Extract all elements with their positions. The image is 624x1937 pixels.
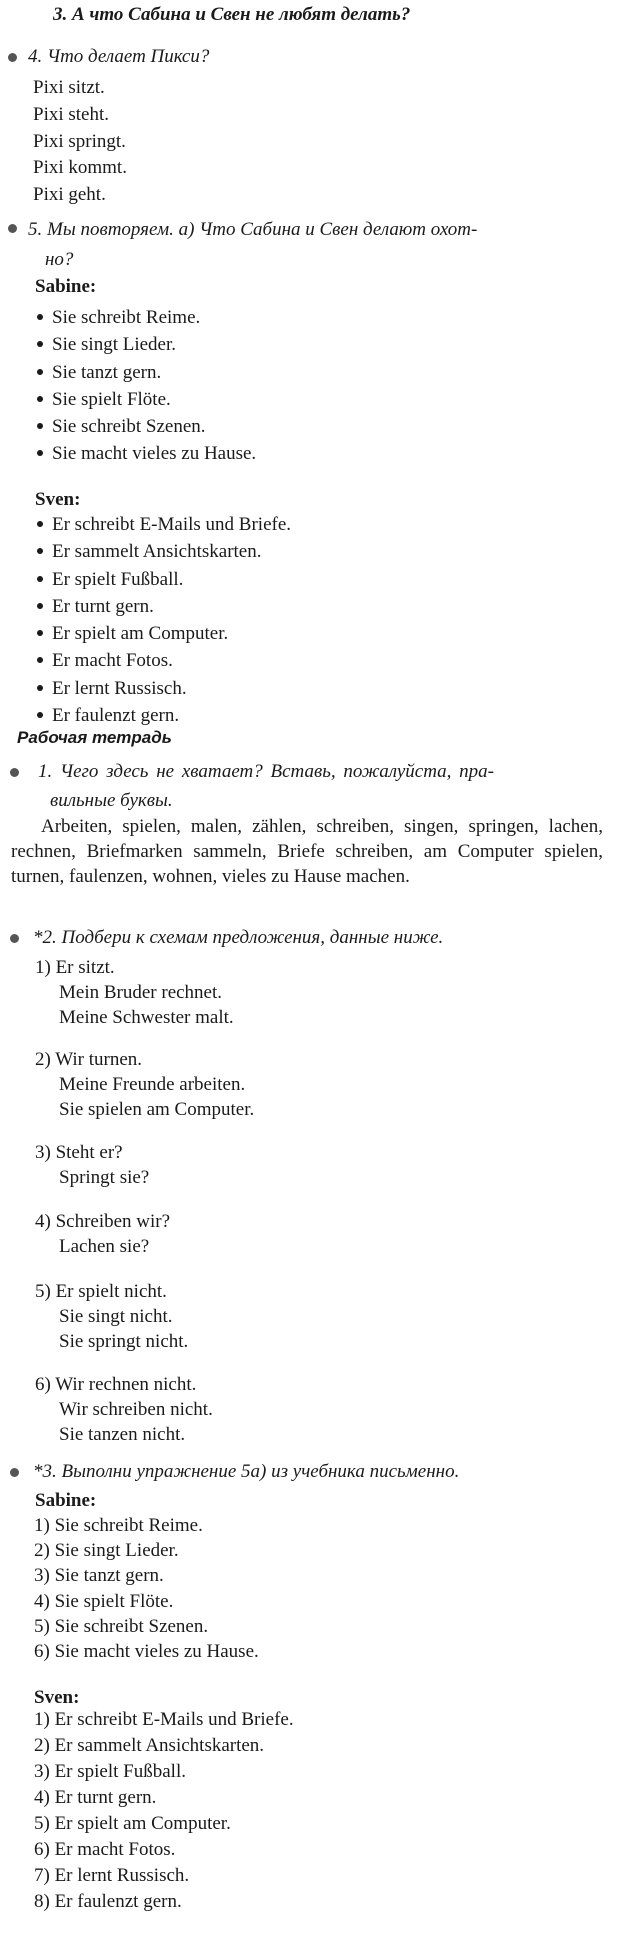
answer-line: Pixi kommt.	[33, 157, 127, 179]
answer-line: Pixi sitzt.	[33, 77, 105, 98]
list-item: Sie singt Lieder.	[52, 331, 256, 358]
list-item: Er sammelt Ansichtskarten.	[52, 538, 291, 565]
list-item: 2) Er sammelt Ansichtskarten.	[34, 1735, 265, 1756]
sven-label: Sven:	[35, 489, 81, 510]
exercise-4-answers	[33, 75, 127, 209]
example-sentence: Sie springt nicht.	[59, 1331, 189, 1352]
heading-line: вильные буквы.	[50, 790, 173, 811]
example-sentence: Sie singt nicht.	[59, 1306, 173, 1327]
sentence-group	[35, 955, 254, 1047]
list-item: 2) Sie singt Lieder.	[34, 1540, 179, 1562]
heading-line: но?	[45, 249, 74, 270]
list-item: Er faulenzt gern.	[52, 702, 291, 729]
list-item: Er macht Fotos.	[52, 647, 291, 674]
schema-sentence: 4) Schreiben wir?	[35, 1211, 171, 1232]
schema-sentence: 3) Steht er?	[35, 1142, 123, 1163]
example-sentence: Sie tanzen nicht.	[59, 1424, 186, 1445]
list-item: 6) Sie macht vieles zu Hause.	[34, 1641, 259, 1663]
exercise-bullet-icon	[10, 934, 19, 943]
sven-list	[52, 511, 291, 729]
example-sentence: Mein Bruder rechnet.	[59, 982, 223, 1003]
list-item: 1) Er schreibt E-Mails und Briefe.	[34, 1709, 294, 1730]
list-item: Er lernt Russisch.	[52, 675, 291, 702]
answer-line: Pixi geht.	[33, 184, 106, 205]
exercise-5-heading	[28, 215, 477, 275]
example-sentence: Meine Schwester malt.	[59, 1007, 234, 1028]
list-item: Er spielt Fußball.	[52, 566, 291, 593]
workbook-1-heading	[38, 757, 603, 815]
answer-line: Pixi springt.	[33, 130, 126, 152]
list-item: Sie tanzt gern.	[52, 359, 256, 386]
list-item: Sie schreibt Reime.	[52, 304, 256, 331]
list-item: 6) Er macht Fotos.	[34, 1839, 176, 1860]
heading-line: 5. Мы повторяем. а) Что Сабина и Свен делают охот-	[28, 219, 478, 240]
sentence-group	[35, 1279, 254, 1372]
schema-sentence: 6) Wir rechnen nicht.	[35, 1374, 197, 1395]
sabine-list	[52, 304, 256, 468]
sven-numbered-list	[34, 1707, 294, 1915]
list-item: 5) Er spielt am Computer.	[34, 1813, 231, 1834]
list-item: Sie spielt Flöte.	[52, 386, 256, 413]
list-item: 8) Er faulenzt gern.	[34, 1891, 182, 1912]
example-sentence: Wir schreiben nicht.	[59, 1399, 213, 1420]
list-item: 1) Sie schreibt Reime.	[34, 1515, 203, 1536]
schema-sentence: 5) Er spielt nicht.	[35, 1281, 167, 1302]
list-item: 4) Sie spielt Flöte.	[34, 1590, 174, 1612]
sentence-group	[35, 1209, 254, 1279]
sentence-group	[35, 1140, 254, 1209]
exercise-bullet-icon	[8, 224, 17, 233]
list-item: Er schreibt E-Mails und Briefe.	[52, 511, 291, 538]
list-item: 7) Er lernt Russisch.	[34, 1865, 190, 1886]
answer-line: Pixi steht.	[33, 103, 110, 125]
example-sentence: Sie spielen am Computer.	[59, 1099, 255, 1120]
workbook-3-heading: *3. Выполни упражнение 5а) из учебника письменно.	[33, 1461, 460, 1482]
workbook-section-title: Рабочая тетрадь	[17, 728, 172, 747]
workbook-1-text	[11, 814, 603, 889]
verb-paragraph: Arbeiten, spielen, malen, zählen, schreiben, singen, springen, lachen, rechnen, Briefmarken sammeln, Briefe schreiben, am Computer spielen, turnen, faulenzen, wohnen, vieles zu Hause machen.	[11, 816, 603, 887]
sabine-label: Sabine:	[35, 1490, 97, 1511]
list-item: 4) Er turnt gern.	[34, 1787, 157, 1808]
list-item: Er spielt am Computer.	[52, 620, 291, 647]
exercise-3-title: 3. А что Сабина и Свен не любят делать?	[53, 4, 411, 25]
sven-label: Sven:	[34, 1687, 80, 1708]
list-item: 3) Sie tanzt gern.	[34, 1565, 164, 1587]
sabine-numbered-list	[34, 1513, 259, 1664]
schema-sentence: 2) Wir turnen.	[35, 1049, 143, 1070]
example-sentence: Lachen sie?	[59, 1236, 150, 1257]
list-item: 3) Er spielt Fußball.	[34, 1761, 186, 1782]
schema-sentence: 1) Er sitzt.	[35, 957, 115, 978]
exercise-bullet-icon	[10, 1468, 19, 1477]
list-item: Er turnt gern.	[52, 593, 291, 620]
workbook-2-heading: *2. Подбери к схемам предложения, данные ниже.	[33, 927, 444, 948]
exercise-bullet-icon	[10, 768, 19, 777]
exercise-bullet-icon	[8, 53, 17, 62]
heading-line: 1. Чего здесь не хватает? Вставь, пожалуйста, пра-	[38, 761, 494, 782]
example-sentence: Springt sie?	[59, 1167, 150, 1188]
list-item: 5) Sie schreibt Szenen.	[34, 1615, 209, 1637]
sentence-group	[35, 1372, 254, 1447]
exercise-4-heading: 4. Что делает Пикси?	[28, 46, 210, 67]
sentence-group	[35, 1047, 254, 1140]
sabine-label: Sabine:	[35, 276, 97, 297]
list-item: Sie macht vieles zu Hause.	[52, 440, 256, 467]
workbook-2-groups	[35, 955, 254, 1447]
list-item: Sie schreibt Szenen.	[52, 413, 256, 440]
example-sentence: Meine Freunde arbeiten.	[59, 1074, 246, 1095]
